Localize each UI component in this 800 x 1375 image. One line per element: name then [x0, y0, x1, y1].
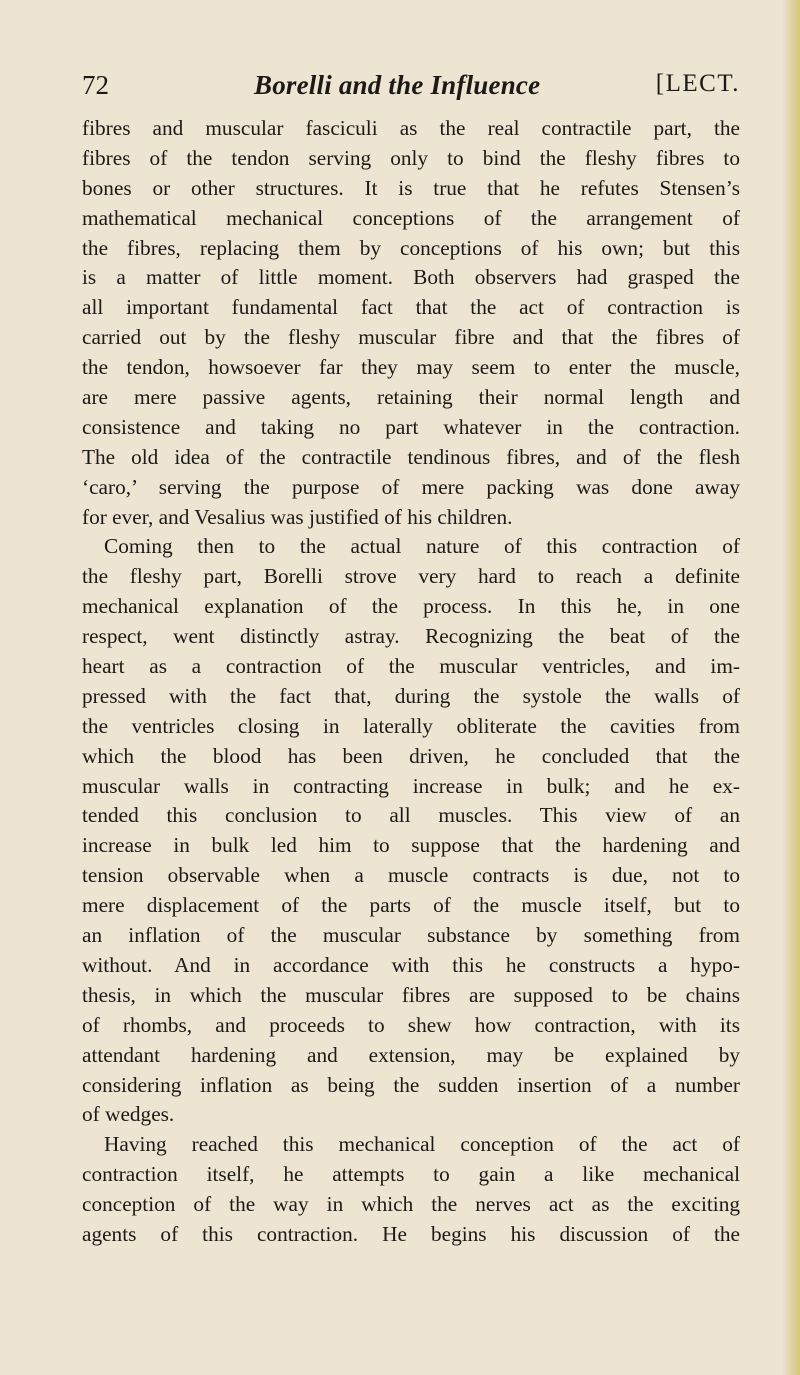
text-line: respect, went distinctly astray. Recognizing the beat of the — [82, 624, 740, 649]
text-line: contraction itself, he attempts to gain a like mechanical — [82, 1162, 740, 1187]
lecture-marker: [LECT. — [655, 70, 740, 97]
text-line: The old idea of the contractile tendinous fibres, and of the flesh — [82, 444, 740, 469]
text-line: an inflation of the muscular substance by something from — [82, 923, 740, 948]
text-line: of rhombs, and proceeds to shew how contraction, with its — [82, 1012, 740, 1037]
text-line: Having reached this mechanical conception of the act of — [104, 1132, 740, 1157]
running-title: Borelli and the Influence — [254, 70, 541, 100]
text-line: of wedges. — [82, 1102, 175, 1127]
text-line: considering inflation as being the sudden insertion of a number — [82, 1072, 740, 1097]
text-line: tended this conclusion to all muscles. This view of an — [82, 803, 740, 828]
text-line: without. And in accordance with this he constructs a hypo- — [82, 952, 740, 977]
text-line: thesis, in which the muscular fibres are supposed to be chains — [82, 982, 740, 1007]
text-line: fibres and muscular fasciculi as the real contractile part, the — [82, 116, 740, 140]
text-line: the tendon, howsoever far they may seem to enter the muscle, — [82, 355, 740, 380]
text-line: Coming then to the actual nature of this contraction of — [104, 534, 740, 559]
page-number: 72 — [82, 70, 109, 100]
text-line: the ventricles closing in laterally obliterate the cavities from — [82, 713, 740, 738]
text-line: the fibres, replacing them by conceptions of his own; but this — [82, 235, 740, 260]
text-line: conception of the way in which the nerves act as the exciting — [82, 1192, 740, 1217]
text-line: pressed with the fact that, during the systole the walls of — [82, 683, 740, 708]
text-line: consistence and taking no part whatever in the contraction. — [82, 414, 740, 439]
text-line: attendant hardening and extension, may be explained by — [82, 1042, 740, 1067]
text-line: increase in bulk led him to suppose that the hardening and — [82, 833, 740, 858]
text-line: carried out by the fleshy muscular fibre and that the fibres of — [82, 325, 740, 350]
text-line: is a matter of little moment. Both observers had grasped the — [82, 265, 740, 290]
text-line: fibres of the tendon serving only to bind the fleshy fibres to — [82, 145, 740, 170]
text-line: ‘caro,’ serving the purpose of mere packing was done away — [82, 474, 740, 499]
text-line: muscular walls in contracting increase in bulk; and he ex- — [82, 773, 740, 798]
text-line: mathematical mechanical conceptions of the arrangement of — [82, 205, 740, 230]
text-line: bones or other structures. It is true that he refutes Stensen’s — [82, 175, 740, 200]
text-line: mechanical explanation of the process. In this he, in one — [82, 594, 740, 619]
text-line: for ever, and Vesalius was justified of his children. — [82, 504, 513, 529]
body-text — [82, 114, 740, 1250]
text-line: are mere passive agents, retaining their normal length and — [82, 385, 740, 410]
text-line: tension observable when a muscle contracts is due, not to — [82, 863, 740, 888]
page-edge-shadow — [782, 0, 800, 1375]
text-line: heart as a contraction of the muscular ventricles, and im- — [82, 654, 740, 679]
text-line: which the blood has been driven, he concluded that the — [82, 743, 740, 768]
text-line: the fleshy part, Borelli strove very hard to reach a definite — [82, 564, 740, 589]
text-line: mere displacement of the parts of the muscle itself, but to — [82, 893, 740, 918]
running-head — [82, 70, 740, 114]
text-line: all important fundamental fact that the act of contraction is — [82, 295, 740, 320]
text-line: agents of this contraction. He begins his discussion of the — [82, 1221, 740, 1246]
